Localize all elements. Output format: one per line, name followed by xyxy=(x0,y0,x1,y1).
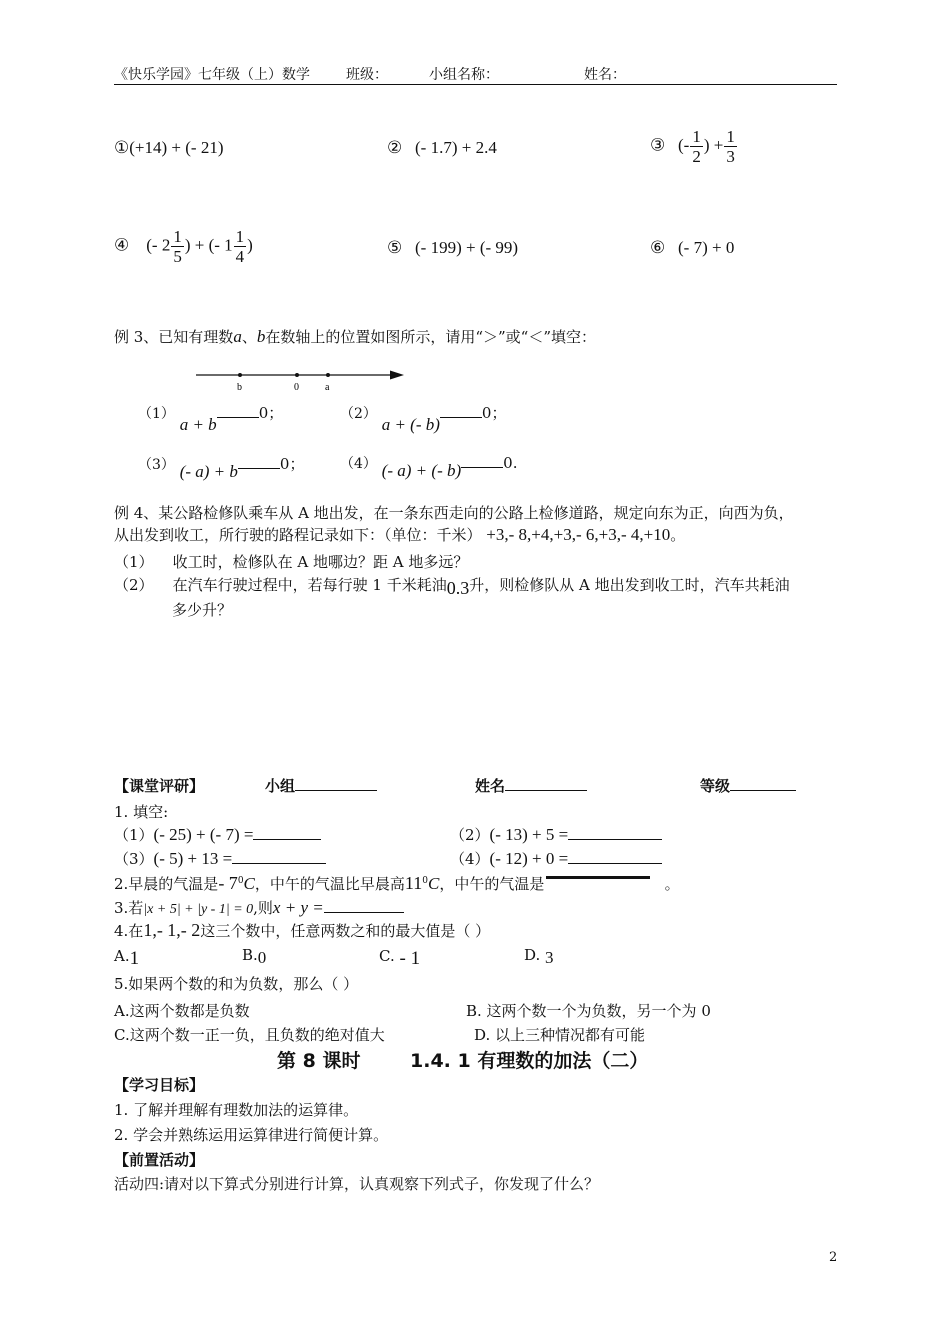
pre-activity-title: 【前置活动】 xyxy=(114,1151,205,1169)
header-group-label: 小组名称： xyxy=(429,67,499,83)
fill-2: （2）(- 13) + 5 = xyxy=(450,824,662,845)
point-a xyxy=(326,373,330,377)
q4-option-a[interactable]: A.1 xyxy=(114,947,140,969)
page-number: 2 xyxy=(829,1250,838,1265)
exercise-2: ② (- 1.7) + 2.4 xyxy=(387,138,497,157)
review-q2: 2.早晨的气温是- $7^0C$，中午的气温比早晨高$11^0C$，中午的气温是 。 xyxy=(114,873,680,893)
example4-q2-cont: 多少升？ xyxy=(172,601,233,619)
review-q3: 3.若|x + 5| + |y - 1| = 0,则x + y = xyxy=(114,897,404,918)
label-a: a xyxy=(325,382,330,393)
review-name: 姓名 xyxy=(475,775,587,796)
example4-line2: 从出发到收工，所行驶的路程记录如下：（单位：千米） +3,- 8,+4,+3,- 6,+3,- 4,+10。 xyxy=(114,525,686,544)
review-title: 【课堂评研】 xyxy=(114,777,205,795)
fill-4: （4）(- 12) + 0 = xyxy=(450,848,662,869)
q5-option-a[interactable]: A.这两个数都是负数 xyxy=(114,1002,250,1020)
q4-option-d[interactable]: D. 3 xyxy=(524,946,554,967)
fill-3: （3）(- 5) + 13 = xyxy=(114,848,326,869)
review-q4: 4.在1,- 1,- 2这三个数中，任意两数之和的最大值是（ ） xyxy=(114,920,491,940)
exercise-5: ⑤ (- 199) + (- 99) xyxy=(387,238,519,257)
header-name-label: 姓名： xyxy=(584,67,626,83)
header-book-title: 《快乐学园》七年级（上）数学 xyxy=(114,67,310,83)
exercise-1: ①(+14) + (- 21) xyxy=(114,138,224,157)
example3-item-1: （1） a + b0； xyxy=(138,404,284,434)
review-q5: 5.如果两个数的和为负数，那么（ ） xyxy=(114,975,359,993)
example4-q1: （1） 收工时，检修队在 A 地哪边？距 A 地多远？ xyxy=(114,553,469,571)
example3-item-3: （3） (- a) + b 0； xyxy=(138,455,305,481)
example3-prompt: 例 3、已知有理数a、b在数轴上的位置如图所示，请用“＞”或“＜”填空： xyxy=(114,327,597,346)
point-origin xyxy=(295,373,299,377)
example4-line1: 例 4、某公路检修队乘车从 A 地出发，在一条东西走向的公路上检修道路，规定向东为正，向西为负， xyxy=(114,504,794,522)
point-b xyxy=(238,373,242,377)
q5-option-b[interactable]: B. 这两个数一个为负数，另一个为 0 xyxy=(466,1002,711,1020)
q5-option-d[interactable]: D. 以上三种情况都有可能 xyxy=(474,1026,646,1044)
exercise-3: ③ (- $\frac{1}{2}$ ) + $\frac{1}{3}$ xyxy=(650,127,735,166)
example3-item-4: （4） (- a) + (- b) 0. xyxy=(340,454,518,480)
label-b: b xyxy=(237,382,242,393)
exercise-6: ⑥ (- 7) + 0 xyxy=(650,238,735,257)
header-class-label: 班级： xyxy=(346,67,388,83)
exercise-4: ④ (- 2 $\frac{1}{5}$ ) + (- 1 $\frac{1}{4}$ ) xyxy=(114,227,253,266)
example4-records: +3,- 8,+4,+3,- 6,+3,- 4,+10 xyxy=(486,525,671,544)
example4-q2: （2） 在汽车行驶过程中，若每行驶 1 千米耗油0.3升，则检修队从 A 地出发到收工时，汽车共耗油 xyxy=(114,576,790,598)
q4-option-b[interactable]: B.0 xyxy=(242,946,267,967)
review-grade: 等级 xyxy=(700,775,796,796)
fill-1: （1）(- 25) + (- 7) = xyxy=(114,824,321,845)
lesson-title-number: 第 8 课时 xyxy=(277,1050,361,1072)
q5-option-c[interactable]: C.这两个数一正一负，且负数的绝对值大 xyxy=(114,1026,385,1044)
lesson-title-topic: 1.4. 1 有理数的加法（二） xyxy=(410,1050,649,1072)
review-q1: 1. 填空: xyxy=(114,803,169,821)
header-rule xyxy=(114,84,837,85)
activity-four: 活动四:请对以下算式分别进行计算，认真观察下列式子，你发现了什么？ xyxy=(114,1175,600,1193)
goal-1: 1. 了解并理解有理数加法的运算律。 xyxy=(114,1101,359,1119)
review-group: 小组 xyxy=(265,775,377,796)
label-origin: 0 xyxy=(294,382,299,393)
number-line xyxy=(190,366,410,394)
q4-option-c[interactable]: C. - 1 xyxy=(379,947,421,969)
example3-item-2: （2） a + (- b)0； xyxy=(340,404,507,434)
goals-title: 【学习目标】 xyxy=(114,1076,205,1094)
goal-2: 2. 学会并熟练运用运算律进行简便计算。 xyxy=(114,1126,389,1144)
